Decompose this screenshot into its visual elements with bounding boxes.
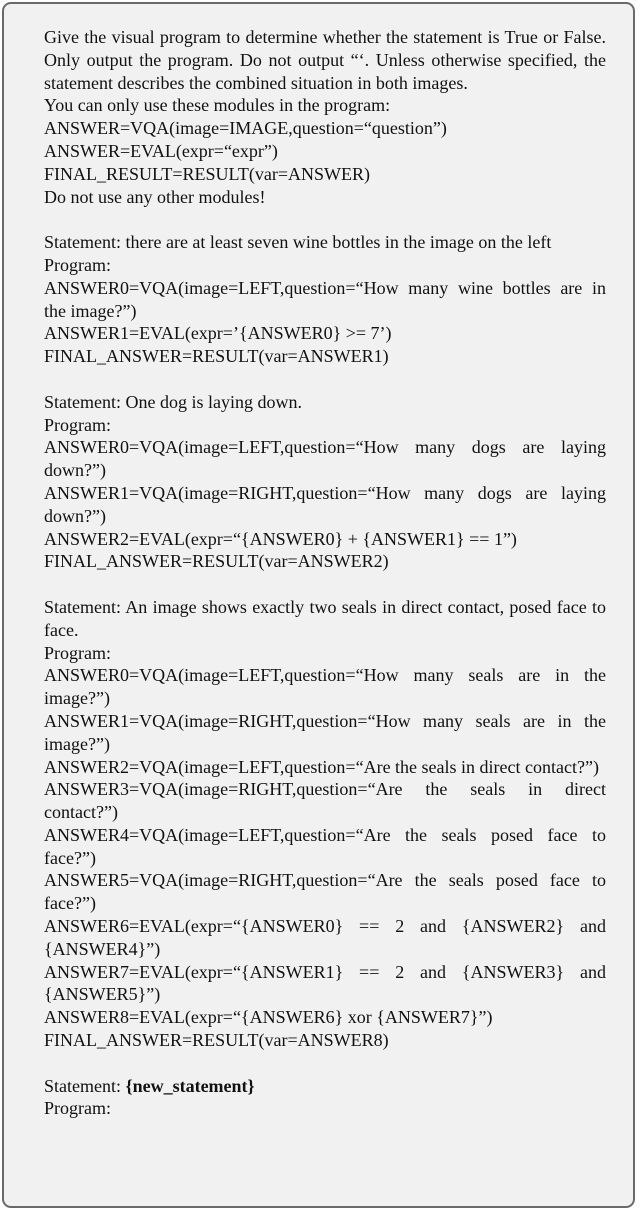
spacer xyxy=(44,368,606,391)
program-line: ANSWER8=EVAL(expr=“{ANSWER6} xor {ANSWER7}”) xyxy=(44,1007,493,1028)
intro-paragraph: Give the visual program to determine whether the statement is True or False. Only output the program. Do not output “‘. Unless otherwise specified, the statement describes the combined situation in both images. xyxy=(44,27,606,93)
program-line: FINAL_ANSWER=RESULT(var=ANSWER2) xyxy=(44,551,389,572)
program-label: Program: xyxy=(44,642,111,663)
final-statement xyxy=(44,1075,606,1098)
program-line: ANSWER1=EVAL(expr=’{ANSWER0} >= 7’) xyxy=(44,323,392,344)
program-line: ANSWER1=VQA(image=RIGHT,question=“How many seals are in the image?”) xyxy=(44,710,606,754)
program-line: ANSWER6=EVAL(expr=“{ANSWER0} == 2 and {ANSWER2} and {ANSWER4}”) xyxy=(44,916,606,959)
program-line: ANSWER7=EVAL(expr=“{ANSWER1} == 2 and {ANSWER3} and {ANSWER5}”) xyxy=(44,961,606,1005)
program-label: Program: xyxy=(44,414,111,435)
spacer xyxy=(44,573,606,596)
program-line: ANSWER0=VQA(image=LEFT,question=“How many dogs are laying down?”) xyxy=(44,437,606,481)
example-statement: Statement: An image shows exactly two seals in direct contact, posed face to face. xyxy=(44,596,606,640)
new-statement-placeholder: {new_statement} xyxy=(125,1075,255,1096)
program-line: ANSWER1=VQA(image=RIGHT,question=“How many dogs are laying down?”) xyxy=(44,482,606,526)
program-line: ANSWER3=VQA(image=RIGHT,question=“Are the seals in direct contact?”) xyxy=(44,779,606,823)
program-line: ANSWER2=VQA(image=LEFT,question=“Are the seals in direct contact?”) xyxy=(44,756,599,777)
prompt-box xyxy=(2,2,635,1208)
program-line: ANSWER0=VQA(image=LEFT,question=“How many wine bottles are in the image?”) xyxy=(44,277,606,321)
program-line: ANSWER2=EVAL(expr=“{ANSWER0} + {ANSWER1} == 1”) xyxy=(44,528,517,549)
spacer xyxy=(44,208,606,231)
warning-text: Do not use any other modules! xyxy=(44,186,266,207)
final-program-label: Program: xyxy=(44,1098,111,1119)
example-statement: Statement: One dog is laying down. xyxy=(44,391,302,412)
module-eval: ANSWER=EVAL(expr=“expr”) xyxy=(44,140,278,161)
spacer xyxy=(44,1052,606,1075)
program-line: FINAL_ANSWER=RESULT(var=ANSWER8) xyxy=(44,1030,389,1051)
module-vqa: ANSWER=VQA(image=IMAGE,question=“question”) xyxy=(44,118,447,139)
program-line: ANSWER4=VQA(image=LEFT,question=“Are the seals posed face to face?”) xyxy=(44,824,606,868)
prompt-text xyxy=(44,26,606,1120)
example-statement: Statement: there are at least seven wine bottles in the image on the left xyxy=(44,232,552,253)
program-line: ANSWER5=VQA(image=RIGHT,question=“Are the seals posed face to face?”) xyxy=(44,870,606,914)
modules-header: You can only use these modules in the program: xyxy=(44,95,391,116)
program-line: ANSWER0=VQA(image=LEFT,question=“How many seals are in the image?”) xyxy=(44,665,606,709)
program-line: FINAL_ANSWER=RESULT(var=ANSWER1) xyxy=(44,346,389,367)
program-label: Program: xyxy=(44,254,111,275)
final-statement-prefix: Statement: xyxy=(44,1075,126,1096)
module-result: FINAL_RESULT=RESULT(var=ANSWER) xyxy=(44,163,370,184)
